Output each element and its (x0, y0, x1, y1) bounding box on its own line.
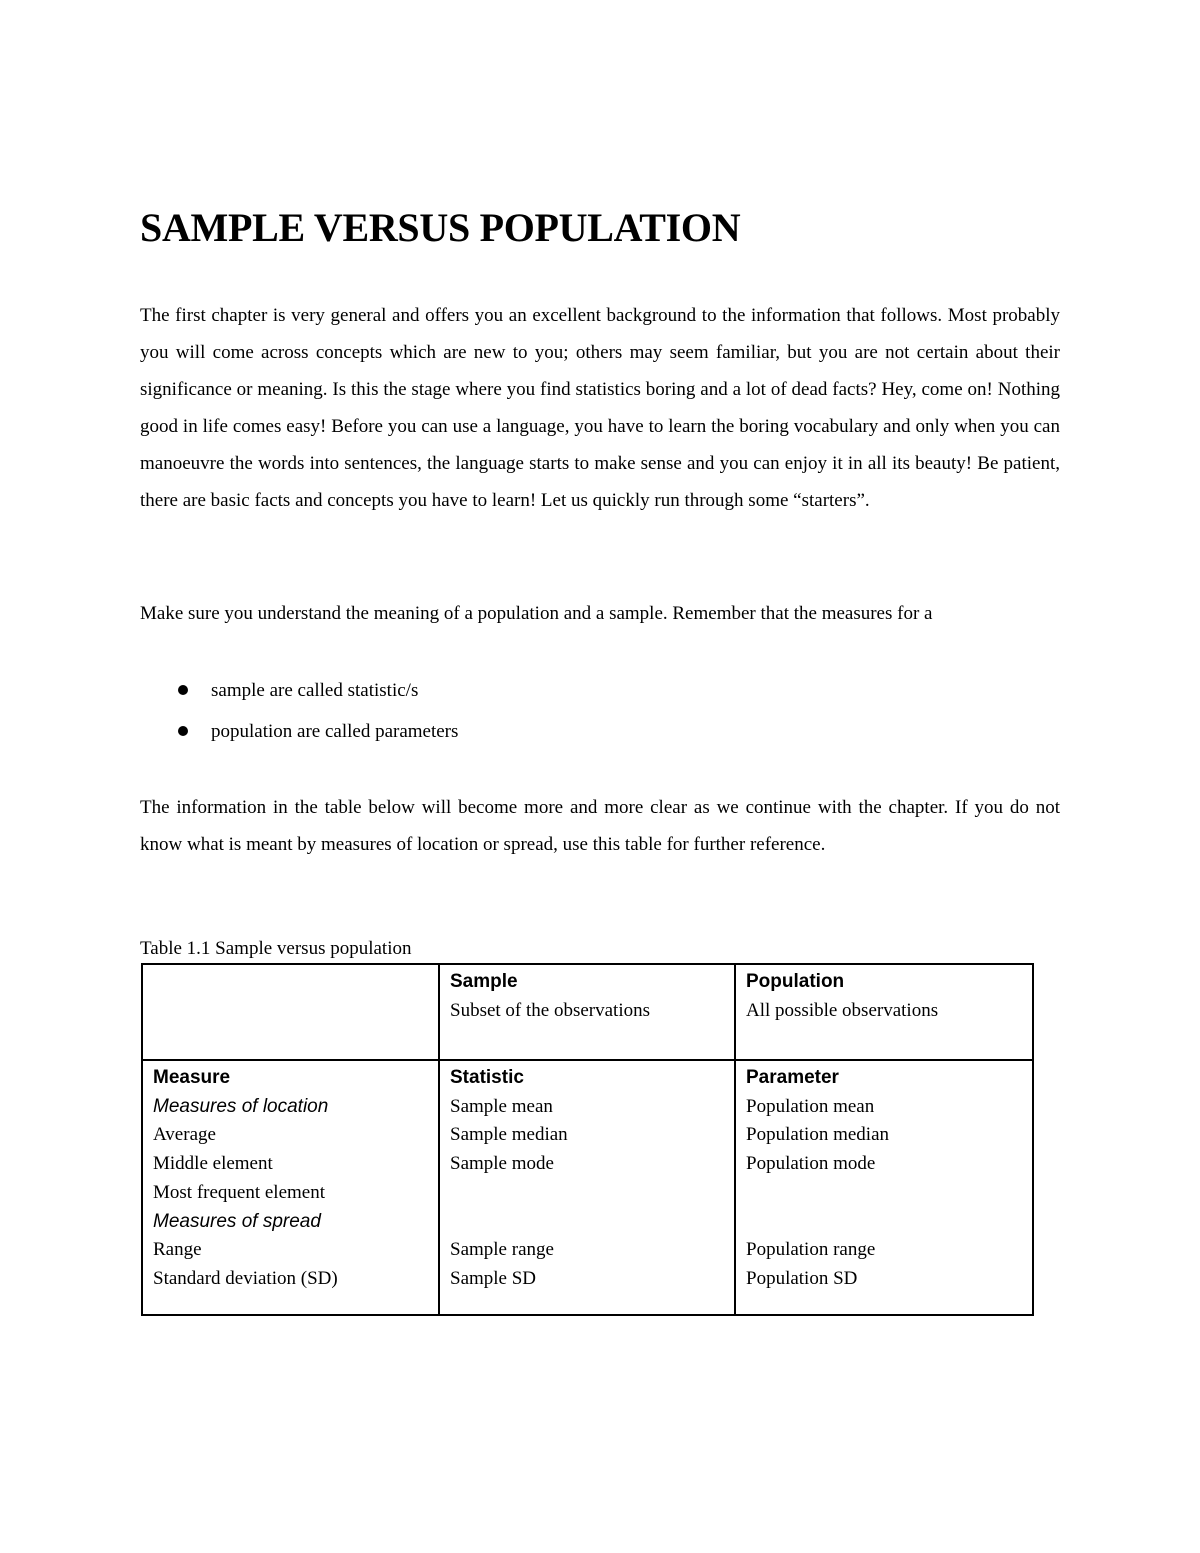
spacer-line (450, 1208, 724, 1237)
spacer-line (746, 1208, 1022, 1237)
statistic-item: Sample mode (450, 1153, 554, 1175)
bullet-icon (178, 685, 188, 695)
statistic-item: Sample median (450, 1124, 568, 1146)
table-cell-empty (142, 964, 439, 1060)
parameter-item: Population median (746, 1124, 890, 1146)
population-heading: Population (746, 971, 845, 992)
parameter-heading: Parameter (746, 1067, 839, 1088)
table-intro-paragraph: The information in the table below will become more and more clear as we continue with the chapter. If you do not know what is meant by measures of location or spread, use this table for further reference. (140, 797, 1060, 856)
statistic-item: Sample range (450, 1239, 554, 1261)
statistic-item: Sample mean (450, 1095, 553, 1117)
population-description: All possible observations (746, 999, 939, 1021)
measure-item: Average (153, 1124, 216, 1146)
intro-paragraph: The first chapter is very general and offers you an excellent background to the information that follows. Most probably you will come across concepts which are new to you; others may seem familiar, but you are not certain about their significance or meaning. Is this the stage where you find statistics boring and a lot of dead facts? Hey, come on! Nothing good in life comes easy! Before you can use a language, you have to learn the boring vocabulary and only when you can manoeuvre the words into sentences, the language starts to make sense and you can enjoy it in all its beauty! Be patient, there are basic facts and concepts you have to learn! Let us quickly run through some “starters”. (140, 305, 1060, 512)
parameter-item: Population mean (746, 1095, 875, 1117)
parameter-item: Population range (746, 1239, 876, 1261)
measure-item: Middle element (153, 1153, 273, 1175)
table-cell-parameter (735, 1060, 1033, 1315)
table-header-row (142, 964, 1033, 1060)
statistic-item: Sample SD (450, 1267, 537, 1289)
sample-heading: Sample (450, 971, 518, 992)
sample-description: Subset of the observations (450, 999, 651, 1021)
measures-bullet-list (140, 672, 458, 754)
measure-item: Most frequent element (153, 1181, 326, 1203)
list-item-text: sample are called statistic/s (211, 680, 419, 701)
spacer-line (450, 1179, 724, 1208)
list-item (140, 713, 458, 754)
measure-item: Standard deviation (SD) (153, 1267, 338, 1289)
parameter-item: Population SD (746, 1267, 858, 1289)
table-cell-statistic (439, 1060, 735, 1315)
parameter-item: Population mode (746, 1153, 876, 1175)
spacer-line (746, 1179, 1022, 1208)
bullet-icon (178, 726, 188, 736)
measures-paragraph: Make sure you understand the meaning of a population and a sample. Remember that the measures for a (140, 603, 933, 624)
sample-population-table (141, 963, 1034, 1316)
measure-heading: Measure (153, 1067, 231, 1088)
table-header-sample (439, 964, 735, 1060)
table-row (142, 1060, 1033, 1315)
table-cell-measure (142, 1060, 439, 1315)
location-heading: Measures of location (153, 1095, 329, 1117)
page-title: SAMPLE VERSUS POPULATION (140, 205, 741, 250)
measure-item: Range (153, 1239, 202, 1261)
list-item (140, 672, 458, 713)
statistic-heading: Statistic (450, 1067, 524, 1088)
table-header-population (735, 964, 1033, 1060)
spread-heading: Measures of spread (153, 1210, 321, 1232)
table-caption: Table 1.1 Sample versus population (140, 938, 412, 959)
list-item-text: population are called parameters (211, 721, 459, 742)
